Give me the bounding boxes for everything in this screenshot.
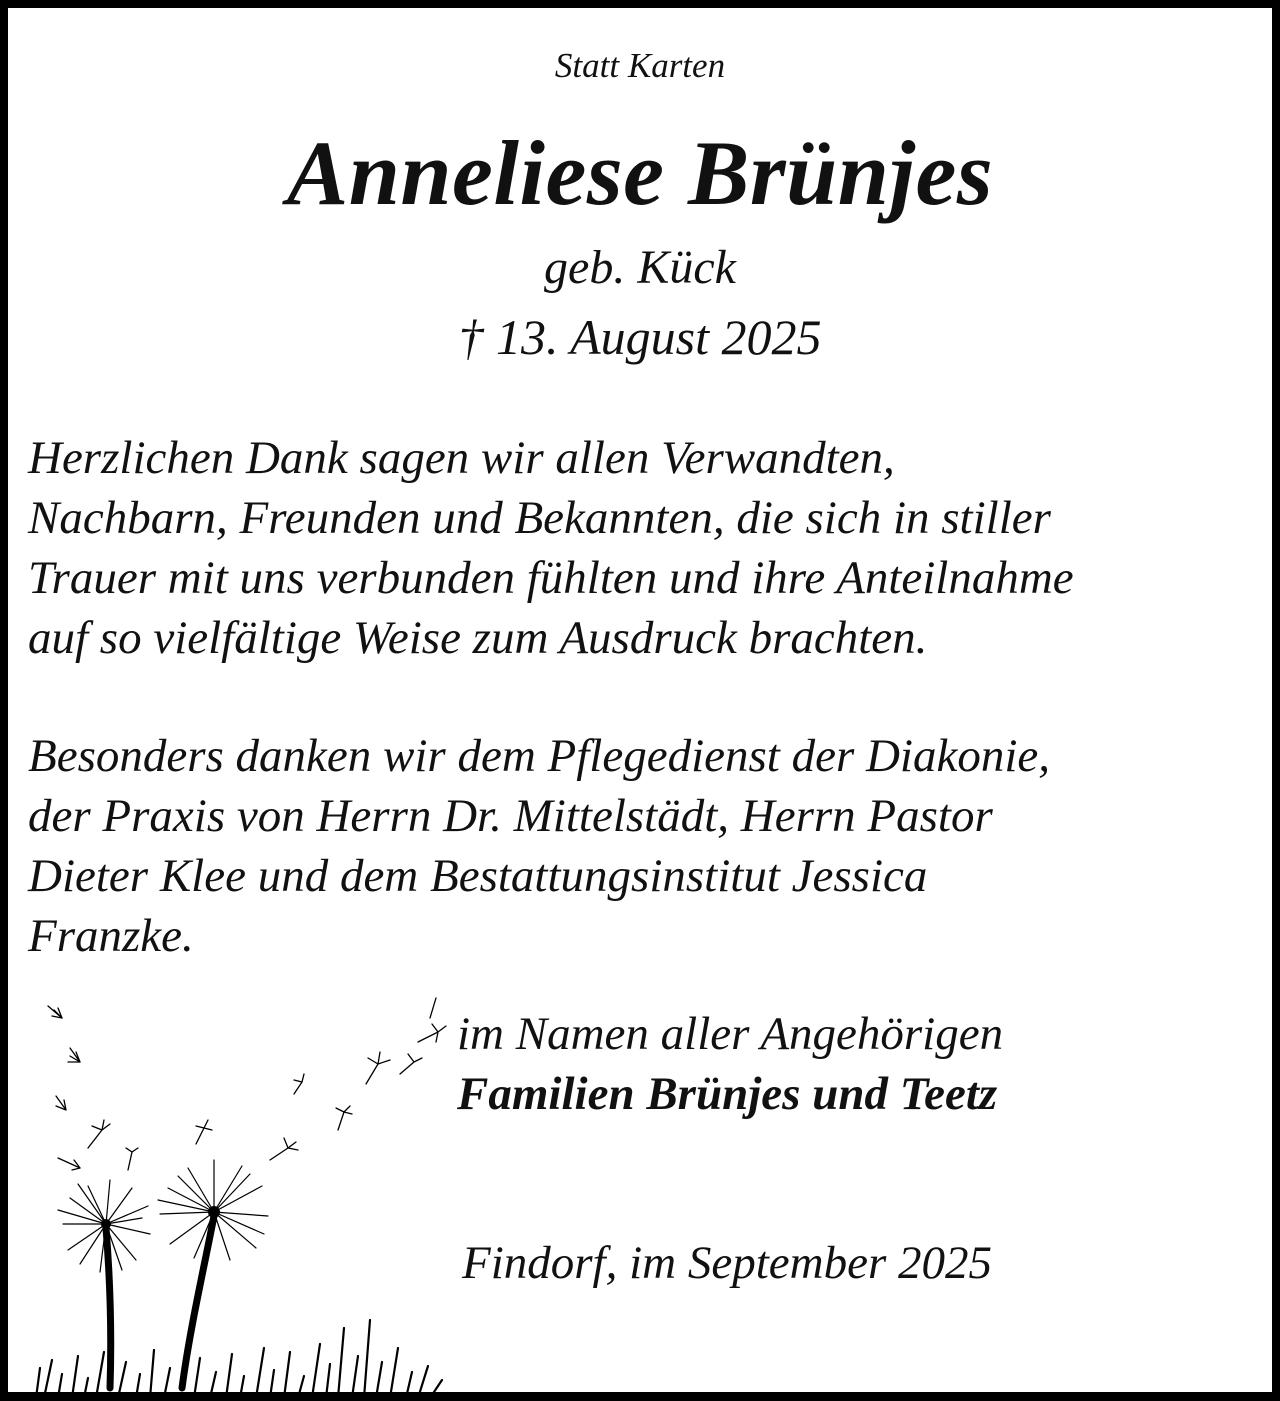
maiden-name: geb. Kück (544, 241, 736, 294)
special-thanks-paragraph (28, 726, 1050, 966)
signature-intro: im Namen aller Angehörigen (457, 1008, 1004, 1060)
paragraph-line: auf so vielfältige Weise zum Ausdruck brachten. (28, 612, 928, 664)
thanks-paragraph (28, 428, 1074, 668)
header-statt-karten: Statt Karten (554, 46, 726, 85)
dandelion-icon (18, 988, 458, 1400)
paragraph-line: Franzke. (28, 910, 194, 962)
place-date: Findorf, im September 2025 (462, 1237, 992, 1289)
paragraph-line: Besonders danken wir dem Pflegedienst der Diakonie, (28, 730, 1051, 782)
paragraph-line: Dieter Klee und dem Bestattungsinstitut Jessica (28, 850, 928, 902)
death-date: † 13. August 2025 (458, 309, 822, 365)
paragraph-line: Trauer mit uns verbunden fühlten und ihre Anteilnahme (28, 552, 1074, 604)
paragraph-line: Herzlichen Dank sagen wir allen Verwandten, (28, 432, 895, 484)
signature-families: Familien Brünjes und Teetz (457, 1068, 998, 1120)
paragraph-line: Nachbarn, Freunden und Bekannten, die sich in stiller (28, 492, 1051, 544)
deceased-name: Anneliese Brünjes (286, 122, 994, 224)
paragraph-line: der Praxis von Herrn Dr. Mittelstädt, Herrn Pastor (28, 790, 993, 842)
